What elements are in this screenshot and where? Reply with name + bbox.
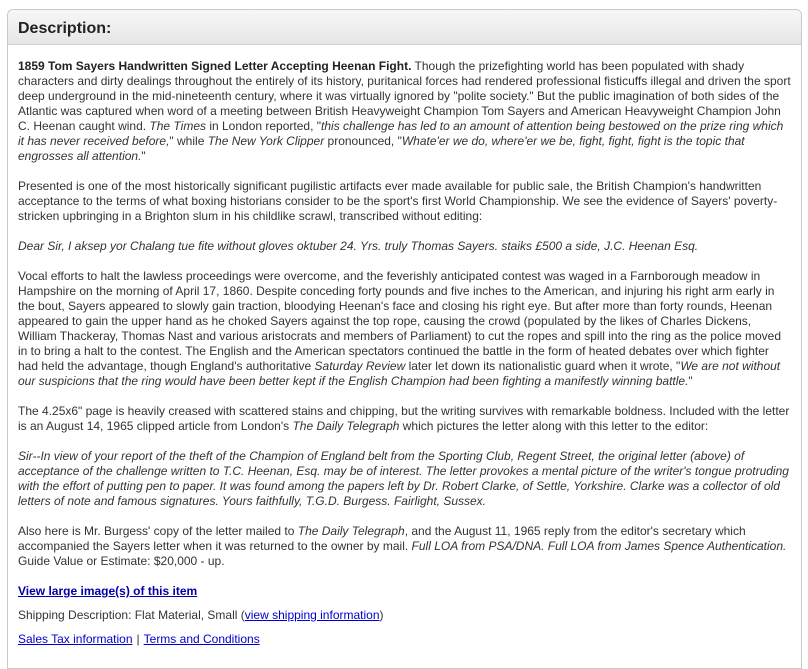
link-separator: | [136, 632, 140, 646]
sales-tax-link[interactable]: Sales Tax information [18, 632, 133, 646]
view-large-row [18, 584, 791, 599]
description-header [8, 10, 801, 45]
paragraph-condition: The 4.25x6" page is heavily creased with scattered stains and chipping, but the writing survives with remarkable boldness. Included with the letter is an August 14, 1965 clipped article from London's The Daily Telegraph which pictures the letter along with this letter to the editor: [18, 404, 790, 433]
view-shipping-information-link[interactable]: view shipping information [244, 608, 380, 622]
paragraph-presented: Presented is one of the most historically significant pugilistic artifacts ever made available for public sale, the British Champion's handwritten acceptance to the terms of what boxing historians consider to be the sport's first World Championship. We see the evidence of Sayers' poverty-stricken upbringing in a Brighton slum in his childlike scrawl, transcribed without editing: [18, 179, 778, 223]
description-body [8, 45, 801, 647]
paragraph-provenance: Also here is Mr. Burgess' copy of the letter mailed to The Daily Telegraph, and the August 11, 1965 reply from the editor's secretary which accompanied the Sayers letter when it was returned to the owner by mail. Full LOA from PSA/DNA. Full LOA from James Spence Authentication. Guide Value or Estimate: $20,000 - up. [18, 524, 787, 568]
footer-links [18, 632, 791, 647]
lot-title: 1859 Tom Sayers Handwritten Signed Letter Accepting Heenan Fight. [18, 59, 412, 73]
description-title: Description: [18, 20, 112, 37]
paragraph-letter-transcription: Dear Sir, I aksep yor Chalang tue fite without gloves oktuber 24. Yrs. truly Thomas Sayers. staiks £500 a side, J.C. Heenan Esq. [18, 239, 699, 253]
terms-and-conditions-link[interactable]: Terms and Conditions [143, 632, 260, 646]
paragraph-fight-account: Vocal efforts to halt the lawless proceedings were overcome, and the feverishly anticipated contest was waged in a Farnborough meadow in Hampshire on the morning of April 17, 1860. Despite conceding forty pounds and five inches to the American, and injuring his right arm early in the bout, Sayers appeared to slowly gain traction, bloodying Heenan's face and closing his right eye. But after more than forty rounds, Heenan appeared to gain the upper hand as he choked Sayers against the top rope, causing the crowd (populated by the likes of Charles Dickens, William Thackeray, Thomas Nast and various aristocrats and members of Parliament) to cut the ropes and spill into the ring as the police moved in to bring a halt to the contest. The English and the American spectators continued the battle in the form of heated debates over which fighter had held the advantage, though England's authoritative Saturday Review later let down its nationalistic guard when it wrote, "We are not without our suspicions that the ring would have been better kept if the English Champion had been fighting a manifestly winning battle." [18, 269, 782, 388]
view-large-image-link[interactable]: View large image(s) of this item [18, 584, 198, 598]
shipping-description: Shipping Description: Flat Material, Small (view shipping information) [18, 608, 384, 622]
paragraph-intro: 1859 Tom Sayers Handwritten Signed Letter Accepting Heenan Fight. Though the prizefighting world has been populated with shady characters and dirty dealings throughout the entirely of its history, puritanical forces had rendered professional fisticuffs illegal and driven the sport deep underground in the mid-nineteenth century, where it was virtually ignored by "polite society." But the public imagination of both sides of the Atlantic was captured when word of a meeting between British Heavyweight Champion Tom Sayers and American Heavyweight Champion John C. Heenan caught wind. The Times in London reported, "this challenge has led to an amount of attention being bestowed on the prize ring which it has never received before," while The New York Clipper pronounced, "Whate'er we do, where'er we be, fight, fight, fight is the topic that engrosses all attention." [18, 59, 791, 163]
description-panel [7, 9, 802, 669]
paragraph-editor-letter: Sir--In view of your report of the theft of the Champion of England belt from the Sporting Club, Regent Street, the original letter (above) of acceptance of the challenge written to T.C. Heenan, Esq. may be of interest. The letter provokes a mental picture of the writer's tongue protruding with the effort of putting pen to paper. It was found among the papers left by Dr. Robert Clarke, of Settle, Yorkshire. Clarke was a collector of old letters of note and famous signatures. Yours faithfully, T.G.D. Burgess. Fairlight, Sussex. [18, 449, 789, 508]
